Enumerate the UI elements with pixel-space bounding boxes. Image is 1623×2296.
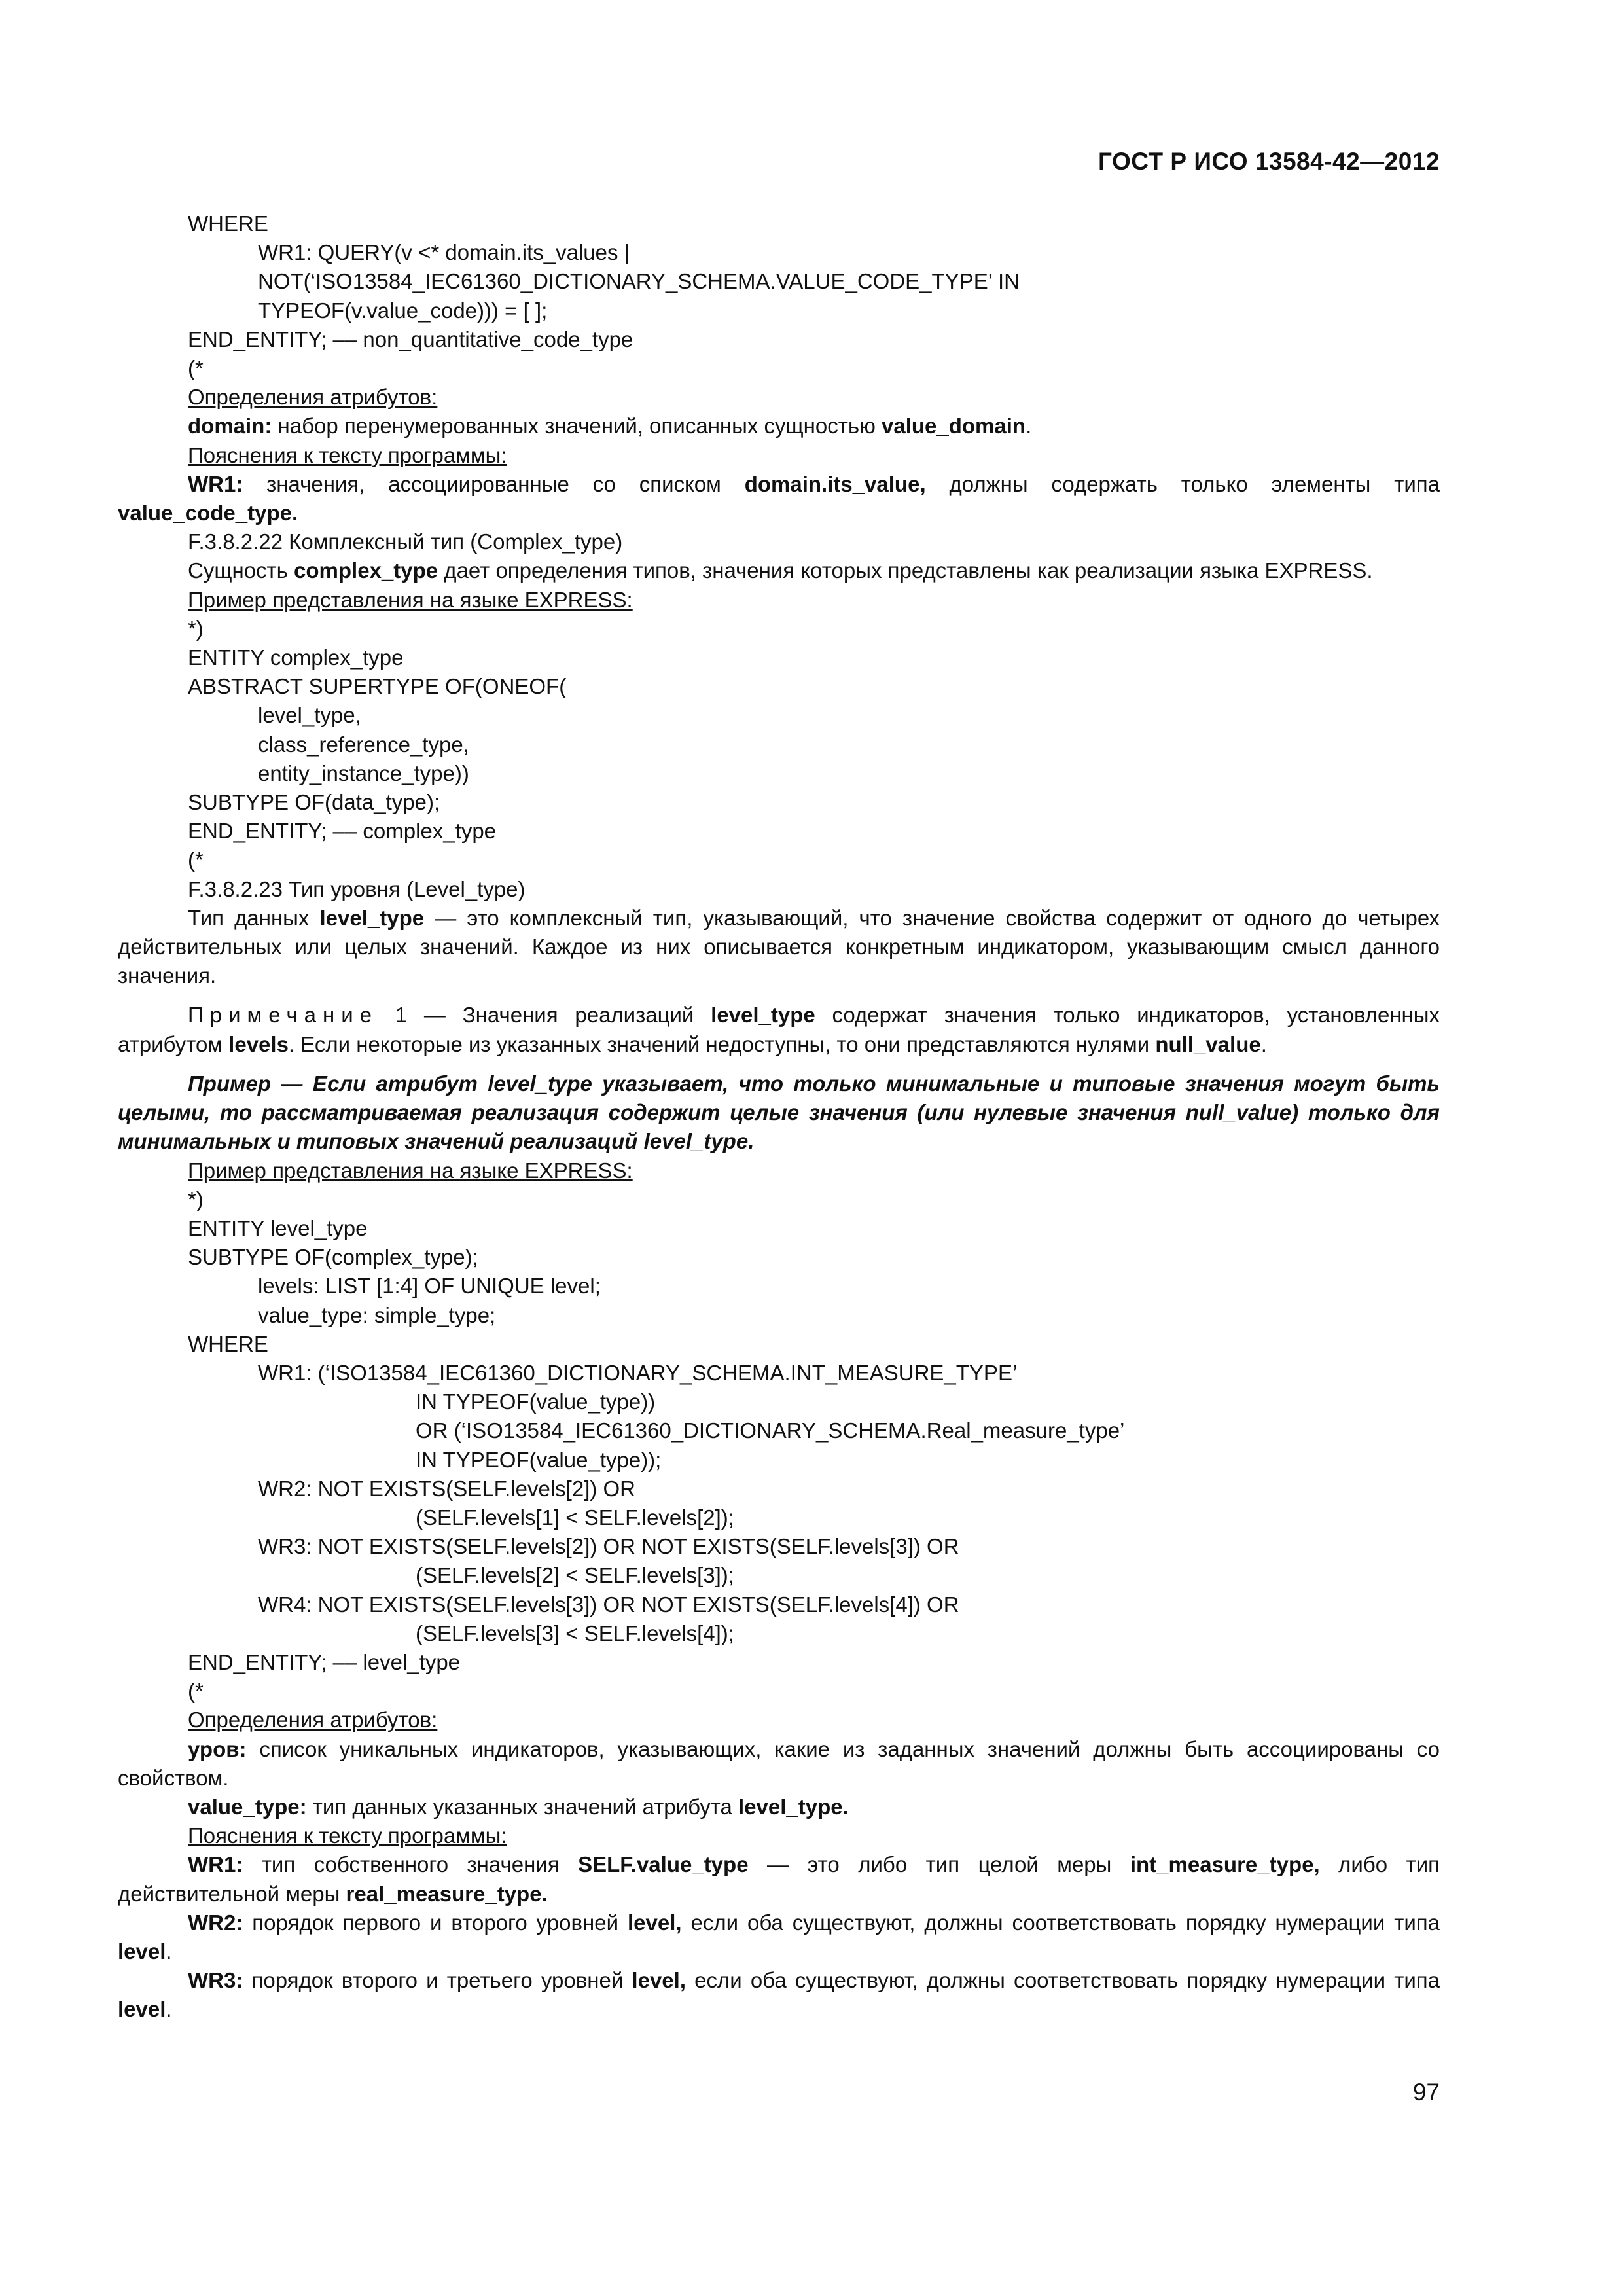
code-line: (SELF.levels[2] < SELF.levels[3]); [416, 1563, 734, 1588]
code-line: IN TYPEOF(value_type)); [416, 1447, 662, 1472]
code-line: OR (‘ISO13584_IEC61360_DICTIONARY_SCHEMA.Real_measure_type’ [416, 1418, 1125, 1443]
term: int_measure_type, [1130, 1852, 1320, 1877]
wr2-level [118, 1909, 1440, 1966]
code-line: *) [188, 1187, 204, 1211]
text: должны содержать только элементы типа [925, 471, 1440, 496]
complex-type-paragraph [118, 556, 1440, 585]
wr1-domain [118, 470, 1440, 528]
term: levels [228, 1031, 289, 1056]
term: domain: [188, 414, 272, 439]
text: либо тип действительной меры [118, 1852, 1440, 1906]
text: тип собственного значения [243, 1852, 579, 1877]
code-line: WR2: NOT EXISTS(SELF.levels[2]) OR [258, 1476, 636, 1501]
code-line: entity_instance_type)) [258, 761, 469, 785]
term: WR1: [188, 471, 243, 496]
code-line: END_ENTITY; –– level_type [188, 1649, 461, 1674]
code-line: (SELF.levels[3] < SELF.levels[4]); [416, 1621, 734, 1645]
level-type-paragraph [118, 904, 1440, 991]
code-line: (SELF.levels[1] < SELF.levels[2]); [416, 1505, 734, 1530]
text: 1 — Значения реализаций [378, 1003, 711, 1028]
term: domain.its_value, [744, 471, 926, 496]
text: тип данных указанных значений атрибута [306, 1794, 739, 1819]
term: WR3: [188, 1968, 243, 1993]
term: level_type [319, 905, 425, 930]
term: value_type: [188, 1794, 307, 1819]
code-line: WR1: QUERY(v <* domain.its_values | [258, 240, 630, 265]
term: level_type [711, 1003, 815, 1028]
explanations-heading: Пояснения к тексту программы: [188, 1823, 507, 1848]
term: complex_type [294, 558, 438, 583]
code-line: NOT(‘ISO13584_IEC61360_DICTIONARY_SCHEMA.VALUE_CODE_TYPE’ IN [258, 269, 1020, 294]
example-paragraph: Пример — Если атрибут level_type указывает, что только минимальные и типовые значения могут быть целыми, то рассматриваемая реализация содержит целые значения (или нулевые значения null_value) только для минимальных и типовых значений реализаций level_type. [118, 1071, 1440, 1154]
code-line: level_type, [258, 703, 361, 728]
text: Тип данных [188, 905, 320, 930]
wr3-level [118, 1966, 1440, 2024]
document-header: ГОСТ Р ИСО 13584-42—2012 [1097, 148, 1440, 175]
text: набор перенумерованных значений, описанных сущностью [272, 414, 882, 439]
code-line: WR4: NOT EXISTS(SELF.levels[3]) OR NOT EXISTS(SELF.levels[4]) OR [258, 1592, 959, 1617]
code-line: WR1: (‘ISO13584_IEC61360_DICTIONARY_SCHEMA.INT_MEASURE_TYPE’ [258, 1360, 1018, 1385]
text: Сущность [188, 558, 294, 583]
term: SELF.value_type [578, 1852, 749, 1877]
attr-levels [118, 1735, 1440, 1793]
code-line: WHERE [188, 1331, 268, 1356]
text: . Если некоторые из указанных значений недоступны, то они представляются нулями [288, 1031, 1156, 1056]
code-line: SUBTYPE OF(complex_type); [188, 1245, 478, 1270]
text: список уникальных индикаторов, указывающих, какие из заданных значений должны быть ассоциированы со свойством. [118, 1736, 1440, 1790]
term: WR2: [188, 1910, 243, 1935]
code-line: ENTITY complex_type [188, 645, 404, 670]
code-line: *) [188, 616, 204, 641]
express-example-heading: Пример представления на языке EXPRESS: [188, 587, 633, 612]
text: порядок первого и второго уровней [243, 1910, 628, 1935]
term: WR1: [188, 1852, 243, 1877]
text: значения, ассоциированные со списком [243, 471, 745, 496]
code-line: WHERE [188, 211, 268, 236]
explanations-heading: Пояснения к тексту программы: [188, 442, 507, 467]
attr-domain [118, 412, 1440, 440]
code-line: IN TYPEOF(value_type)) [416, 1390, 656, 1414]
text: — это комплексный тип, указывающий, что значение свойства содержит от одного до четырех действительных или целых значений. Каждое из них описывается конкретным индикатором, указывающим смысл данного значения. [118, 905, 1440, 988]
text: если оба существуют, должны соответствовать порядку нумерации типа [686, 1968, 1440, 1993]
code-line: SUBTYPE OF(data_type); [188, 790, 440, 815]
section-title: F.3.8.2.23 Тип уровня (Level_type) [188, 876, 526, 901]
term: level [118, 1939, 166, 1964]
section-title: F.3.8.2.22 Комплексный тип (Complex_type) [188, 529, 623, 554]
term: level_type. [738, 1794, 849, 1819]
term: уров: [188, 1736, 247, 1761]
wr1-level [118, 1850, 1440, 1908]
code-line: (* [188, 356, 204, 381]
term: value_domain [881, 414, 1026, 439]
text: . [166, 1939, 172, 1964]
note-paragraph [118, 1001, 1440, 1058]
page-number: 97 [1412, 2079, 1440, 2106]
text: . [166, 1997, 172, 2022]
page-body [118, 209, 1440, 2024]
code-line: ENTITY level_type [188, 1215, 368, 1240]
note-label: Примечание [188, 1003, 379, 1028]
text: . [1260, 1031, 1267, 1056]
code-line: levels: LIST [1:4] OF UNIQUE level; [258, 1274, 601, 1299]
text: — это либо тип целой меры [748, 1852, 1130, 1877]
code-line: END_ENTITY; –– complex_type [188, 819, 497, 844]
code-line: value_type: simple_type; [258, 1302, 496, 1327]
text: . [1026, 414, 1032, 439]
text: дает определения типов, значения которых представлены как реализации языка EXPRESS. [438, 558, 1373, 583]
code-line: END_ENTITY; –– non_quantitative_code_type [188, 327, 633, 351]
code-line: ABSTRACT SUPERTYPE OF(ONEOF( [188, 674, 567, 699]
term: level, [627, 1910, 682, 1935]
text: если оба существуют, должны соответствовать порядку нумерации типа [681, 1910, 1440, 1935]
express-example-heading: Пример представления на языке EXPRESS: [188, 1158, 633, 1183]
term: real_measure_type. [346, 1881, 548, 1906]
attr-value-type [118, 1793, 1440, 1821]
code-line: TYPEOF(v.value_code))) = [ ]; [258, 298, 548, 323]
attr-definitions-heading: Определения атрибутов: [188, 1708, 438, 1732]
code-line: WR3: NOT EXISTS(SELF.levels[2]) OR NOT EXISTS(SELF.levels[3]) OR [258, 1534, 959, 1559]
attr-definitions-heading: Определения атрибутов: [188, 385, 438, 410]
term: value_code_type. [118, 501, 298, 526]
text: порядок второго и третьего уровней [243, 1968, 632, 1993]
text: содержат значения только индикаторов, установленных атрибутом [118, 1003, 1440, 1056]
term: level, [632, 1968, 686, 1993]
code-line: class_reference_type, [258, 732, 469, 757]
term: level [118, 1997, 166, 2022]
code-line: (* [188, 1679, 204, 1704]
term: null_value [1155, 1031, 1261, 1056]
code-line: (* [188, 848, 204, 872]
